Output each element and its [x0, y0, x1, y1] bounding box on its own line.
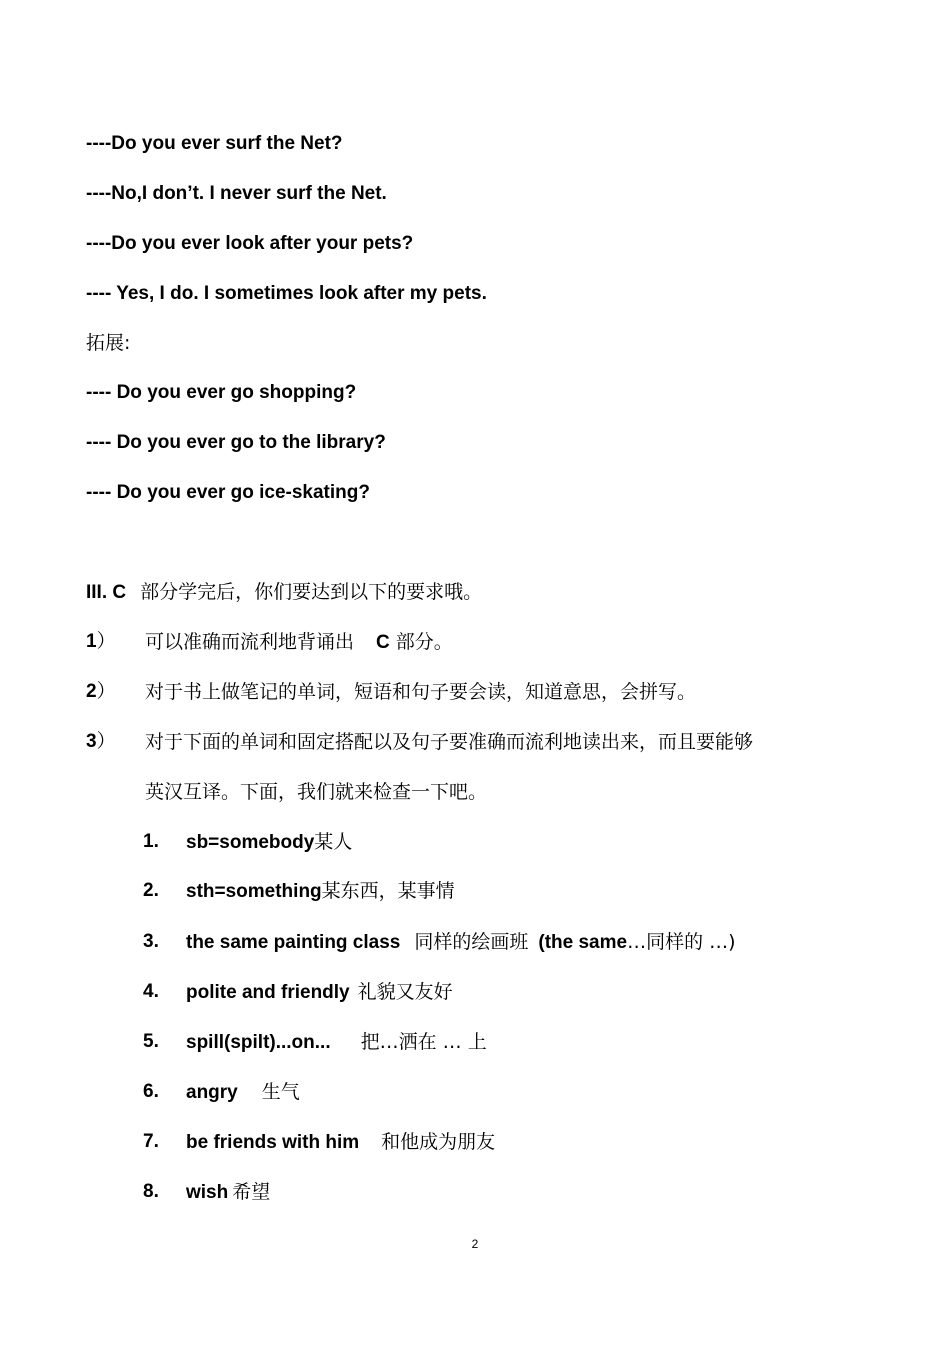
vocab-number-1: 1.: [143, 831, 159, 852]
dialogue-line-2: ----No,I don’t. I never surf the Net.: [86, 183, 387, 204]
extension-line-2: ---- Do you ever go to the library?: [86, 432, 386, 453]
vocab-number-5: 5.: [143, 1031, 159, 1052]
vocab-item-7: be friends with him 和他成为朋友: [186, 1131, 496, 1153]
vocab-number-2: 2.: [143, 880, 159, 901]
vocab-item-8: wish 希望: [186, 1181, 271, 1203]
dialogue-line-3: ----Do you ever look after your pets?: [86, 233, 414, 254]
vocab-number-3: 3.: [143, 931, 159, 952]
vocab-item-2: sth=something某东西，某事情: [186, 880, 455, 902]
requirement-text-3: 对于下面的单词和固定搭配以及句子要准确而流利地读出来，而且要能够: [145, 731, 754, 753]
vocab-number-8: 8.: [143, 1181, 159, 1202]
vocab-item-3: the same painting class 同样的绘画班 (the same…同样的 …): [186, 931, 736, 953]
vocab-number-6: 6.: [143, 1081, 159, 1102]
extension-line-3: ---- Do you ever go ice-skating?: [86, 482, 370, 503]
vocab-item-6: angry 生气: [186, 1081, 300, 1103]
requirement-text-3-continued: 英汉互译。下面，我们就来检查一下吧。: [145, 781, 488, 803]
requirement-text-2: 对于书上做笔记的单词，短语和句子要会读，知道意思，会拼写。: [145, 681, 697, 703]
vocab-item-4: polite and friendly 礼貌又友好: [186, 981, 453, 1003]
section-heading: [86, 580, 482, 605]
requirement-number-1: 1）: [86, 631, 116, 652]
requirement-text-1: 可以准确而流利地背诵出 C 部分。: [145, 631, 453, 653]
page-number: 2: [471, 1237, 479, 1251]
vocab-number-4: 4.: [143, 981, 159, 1002]
vocab-item-5: spill(spilt)...on... 把…洒在 … 上: [186, 1031, 487, 1053]
dialogue-line-4: ---- Yes, I do. I sometimes look after my pets.: [86, 283, 487, 304]
dialogue-line-1: ----Do you ever surf the Net?: [86, 133, 343, 154]
vocab-item-1: sb=somebody某人: [186, 831, 353, 853]
extension-label: 拓展:: [86, 332, 131, 354]
requirement-number-3: 3）: [86, 731, 116, 752]
section-heading-en: III. C: [86, 582, 127, 603]
vocab-number-7: 7.: [143, 1131, 159, 1152]
section-heading-zh: 部分学完后，你们要达到以下的要求哦。: [140, 581, 483, 603]
extension-line-1: ---- Do you ever go shopping?: [86, 382, 357, 403]
requirement-number-2: 2）: [86, 681, 116, 702]
